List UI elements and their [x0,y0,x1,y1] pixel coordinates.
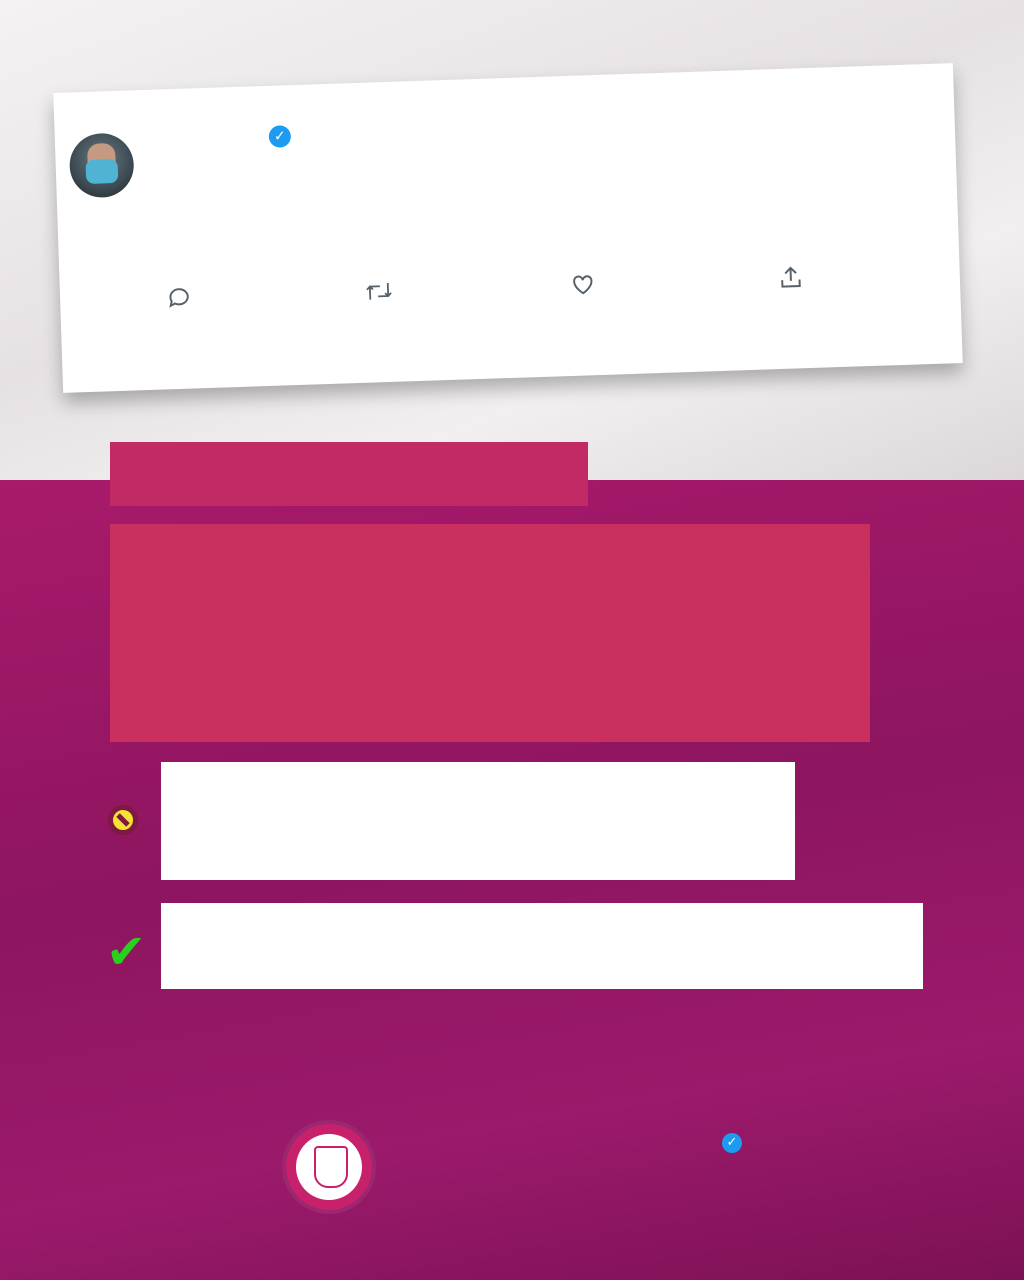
info-box [110,524,870,742]
share-button[interactable] [777,264,804,291]
city-logo-inner [296,1134,362,1200]
heart-icon [569,271,596,298]
tweet-actions [166,262,867,315]
reply-icon [166,285,193,312]
retweet-icon [364,278,395,305]
shield-icon [314,1146,348,1188]
verified-icon: ✓ [268,125,291,148]
retweet-button[interactable] [364,277,409,304]
tweet-card[interactable] [53,63,962,393]
like-button[interactable] [569,271,610,298]
reply-button[interactable] [166,284,207,311]
avatar-mask [86,159,119,184]
allowed-rule-card [161,903,923,989]
avatar[interactable] [69,132,135,198]
lockdown-title-box [110,442,588,506]
check-icon: ✔ [106,924,147,980]
share-icon [777,264,804,291]
prohibited-rule-card [161,762,795,880]
city-logo [282,1120,376,1214]
no-entry-icon [108,805,138,835]
verified-icon: ✓ [722,1133,742,1153]
